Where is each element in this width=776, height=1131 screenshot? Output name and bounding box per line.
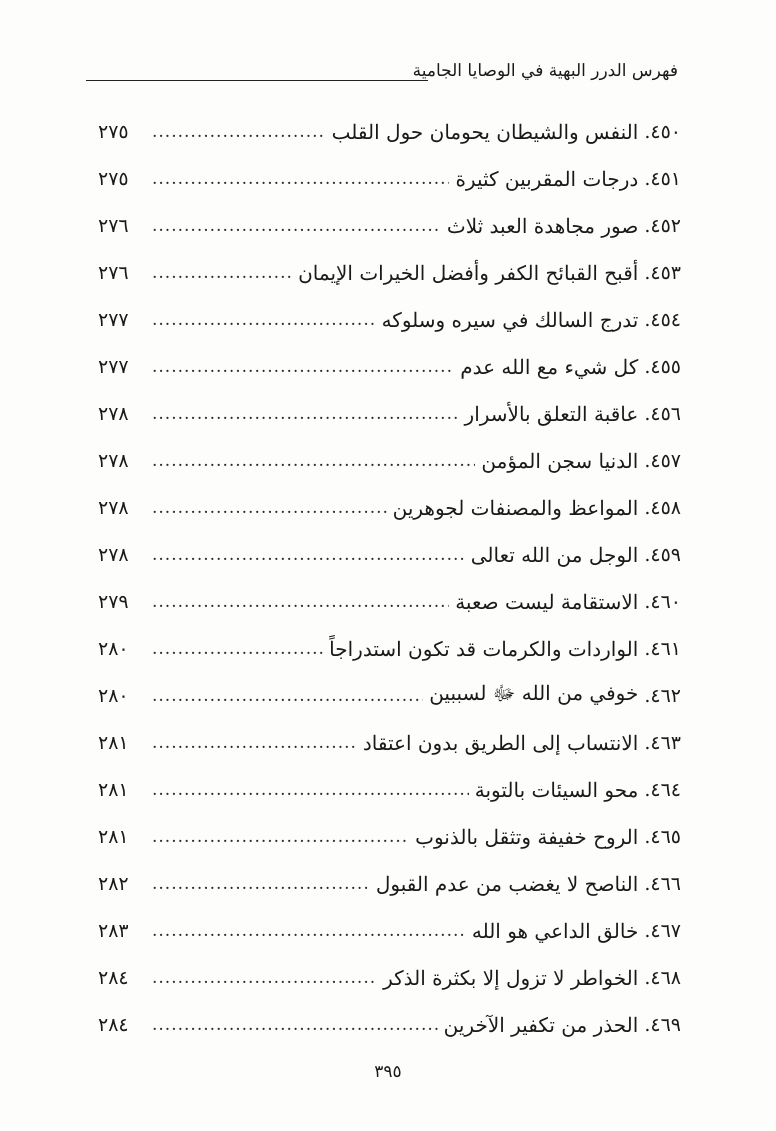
toc-entry: [98, 860, 681, 907]
toc-entry-title: الاستقامة ليست صعبة: [455, 589, 639, 614]
dot-leader: [152, 122, 326, 142]
dot-leader: [152, 592, 449, 612]
toc-entry-title: الحذر من تكفير الآخرين: [443, 1012, 639, 1037]
dot-leader: [152, 1015, 438, 1035]
toc-entry-page: ٢٨١: [98, 731, 129, 754]
toc-entry-number: ٤٥٤.: [644, 308, 681, 331]
toc-entry-page: ٢٧٧: [98, 355, 129, 378]
toc-entry: [98, 343, 681, 390]
toc-entry-title: الوجل من الله تعالى: [470, 542, 639, 567]
toc-entry-number: ٤٦٨.: [644, 966, 681, 989]
toc-entry-page: ٢٧٦: [98, 261, 129, 284]
toc-entry-title: النفس والشيطان يحومان حول القلب: [331, 119, 639, 144]
page-number: ٣٩٥: [374, 1062, 402, 1082]
toc-entry-page: ٢٨١: [98, 778, 129, 801]
toc-entry-number: ٤٦٥.: [644, 825, 681, 848]
toc-entry-title: الخواطر لا تزول إلا بكثرة الذكر: [383, 965, 639, 990]
dot-leader: [152, 498, 387, 518]
toc-entry-title: المواعظ والمصنفات لجوهرين: [392, 495, 639, 520]
toc-entry: [98, 625, 681, 672]
toc-entry-title: درجات المقربين كثيرة: [455, 166, 639, 191]
running-head: [86, 60, 678, 86]
toc-entry-title: صور مجاهدة العبد ثلاث: [446, 213, 639, 238]
toc-entry: [98, 484, 681, 531]
toc-entry: [98, 296, 681, 343]
toc-entry: [98, 813, 681, 860]
toc-entry-page: ٢٧٨: [98, 543, 129, 566]
dot-leader: [152, 827, 409, 847]
table-of-contents: [98, 108, 681, 1048]
toc-entry-number: ٤٥٠.: [644, 120, 681, 143]
toc-entry-title: أقبح القبائح الكفر وأفضل الخيرات الإيمان: [298, 260, 639, 285]
toc-entry-number: ٤٥٧.: [644, 449, 681, 472]
toc-entry-page: ٢٧٨: [98, 449, 129, 472]
toc-entry-title: كل شيء مع الله عدم: [460, 354, 639, 379]
toc-entry: [98, 766, 681, 813]
toc-entry-title: تدرج السالك في سيره وسلوكه: [381, 307, 639, 332]
dot-leader: [152, 639, 323, 659]
toc-entry-page: ٢٧٥: [98, 167, 129, 190]
toc-entry: [98, 155, 681, 202]
toc-entry-number: ٤٥٨.: [644, 496, 681, 519]
toc-entry-number: ٤٦٦.: [644, 872, 681, 895]
dot-leader: [152, 404, 459, 424]
toc-entry-number: ٤٥٣.: [644, 261, 681, 284]
toc-entry-page: ٢٧٨: [98, 496, 129, 519]
dot-leader: [152, 968, 377, 988]
toc-entry: [98, 390, 681, 437]
toc-entry-number: ٤٦٣.: [644, 731, 681, 754]
toc-entry-number: ٤٥٥.: [644, 355, 681, 378]
dot-leader: [152, 169, 449, 189]
dot-leader: [152, 686, 423, 706]
dot-leader: [152, 733, 357, 753]
running-head-title: فهرس الدرر البهية في الوصايا الجامية: [412, 61, 678, 81]
toc-entry: [98, 437, 681, 484]
toc-entry-number: ٤٦٧.: [644, 919, 681, 942]
toc-entry-title: عاقبة التعلق بالأسرار: [464, 401, 639, 426]
toc-entry: [98, 954, 681, 1001]
toc-entry-title: خالق الداعي هو الله: [471, 918, 639, 943]
dot-leader: [152, 263, 292, 283]
dot-leader: [152, 545, 465, 565]
toc-entry-title: الواردات والكرمات قد تكون استدراجاً: [329, 636, 639, 661]
toc-entry: [98, 249, 681, 296]
toc-entry-number: ٤٦٠.: [644, 590, 681, 613]
toc-entry: [98, 719, 681, 766]
toc-entry-page: ٢٧٦: [98, 214, 129, 237]
toc-entry-title: الدنيا سجن المؤمن: [481, 448, 639, 473]
toc-entry-number: ٤٦٤.: [644, 778, 681, 801]
toc-entry: [98, 202, 681, 249]
toc-entry-title: الروح خفيفة وتثقل بالذنوب: [415, 824, 639, 849]
toc-entry: [98, 672, 681, 719]
toc-entry-title: الانتساب إلى الطريق بدون اعتقاد: [362, 730, 639, 755]
running-head-rule: [86, 80, 428, 81]
toc-entry: [98, 108, 681, 155]
toc-entry-page: ٢٨٤: [98, 966, 129, 989]
toc-entry-number: ٤٥١.: [644, 167, 681, 190]
toc-entry-page: ٢٨٤: [98, 1013, 129, 1036]
toc-entry-page: ٢٨٢: [98, 872, 129, 895]
toc-entry-number: ٤٥٩.: [644, 543, 681, 566]
toc-entry-title: الناصح لا يغضب من عدم القبول: [375, 871, 639, 896]
toc-entry-page: ٢٧٧: [98, 308, 129, 331]
toc-entry-page: ٢٨٣: [98, 919, 129, 942]
toc-entry: [98, 531, 681, 578]
toc-entry-page: ٢٧٥: [98, 120, 129, 143]
toc-entry-page: ٢٧٨: [98, 402, 129, 425]
toc-entry-number: ٤٦٩.: [644, 1013, 681, 1036]
toc-entry: [98, 1001, 681, 1048]
dot-leader: [152, 310, 376, 330]
dot-leader: [152, 780, 469, 800]
toc-entry-title: محو السيئات بالتوبة: [474, 777, 639, 802]
dot-leader: [152, 216, 441, 236]
toc-entry-page: ٢٨١: [98, 825, 129, 848]
toc-entry: [98, 907, 681, 954]
toc-entry-number: ٤٥٦.: [644, 402, 681, 425]
toc-entry-page: ٢٨٠: [98, 684, 129, 707]
toc-entry: [98, 578, 681, 625]
dot-leader: [152, 357, 454, 377]
toc-entry-number: ٤٦٢.: [644, 684, 681, 707]
dot-leader: [152, 874, 370, 894]
toc-entry-title: خوفي من الله ﷻ لسببين: [429, 681, 639, 705]
dot-leader: [152, 921, 466, 941]
toc-entry-number: ٤٦١.: [644, 637, 681, 660]
dot-leader: [152, 451, 475, 471]
toc-entry-page: ٢٧٩: [98, 590, 129, 613]
toc-entry-page: ٢٨٠: [98, 637, 129, 660]
toc-entry-number: ٤٥٢.: [644, 214, 681, 237]
